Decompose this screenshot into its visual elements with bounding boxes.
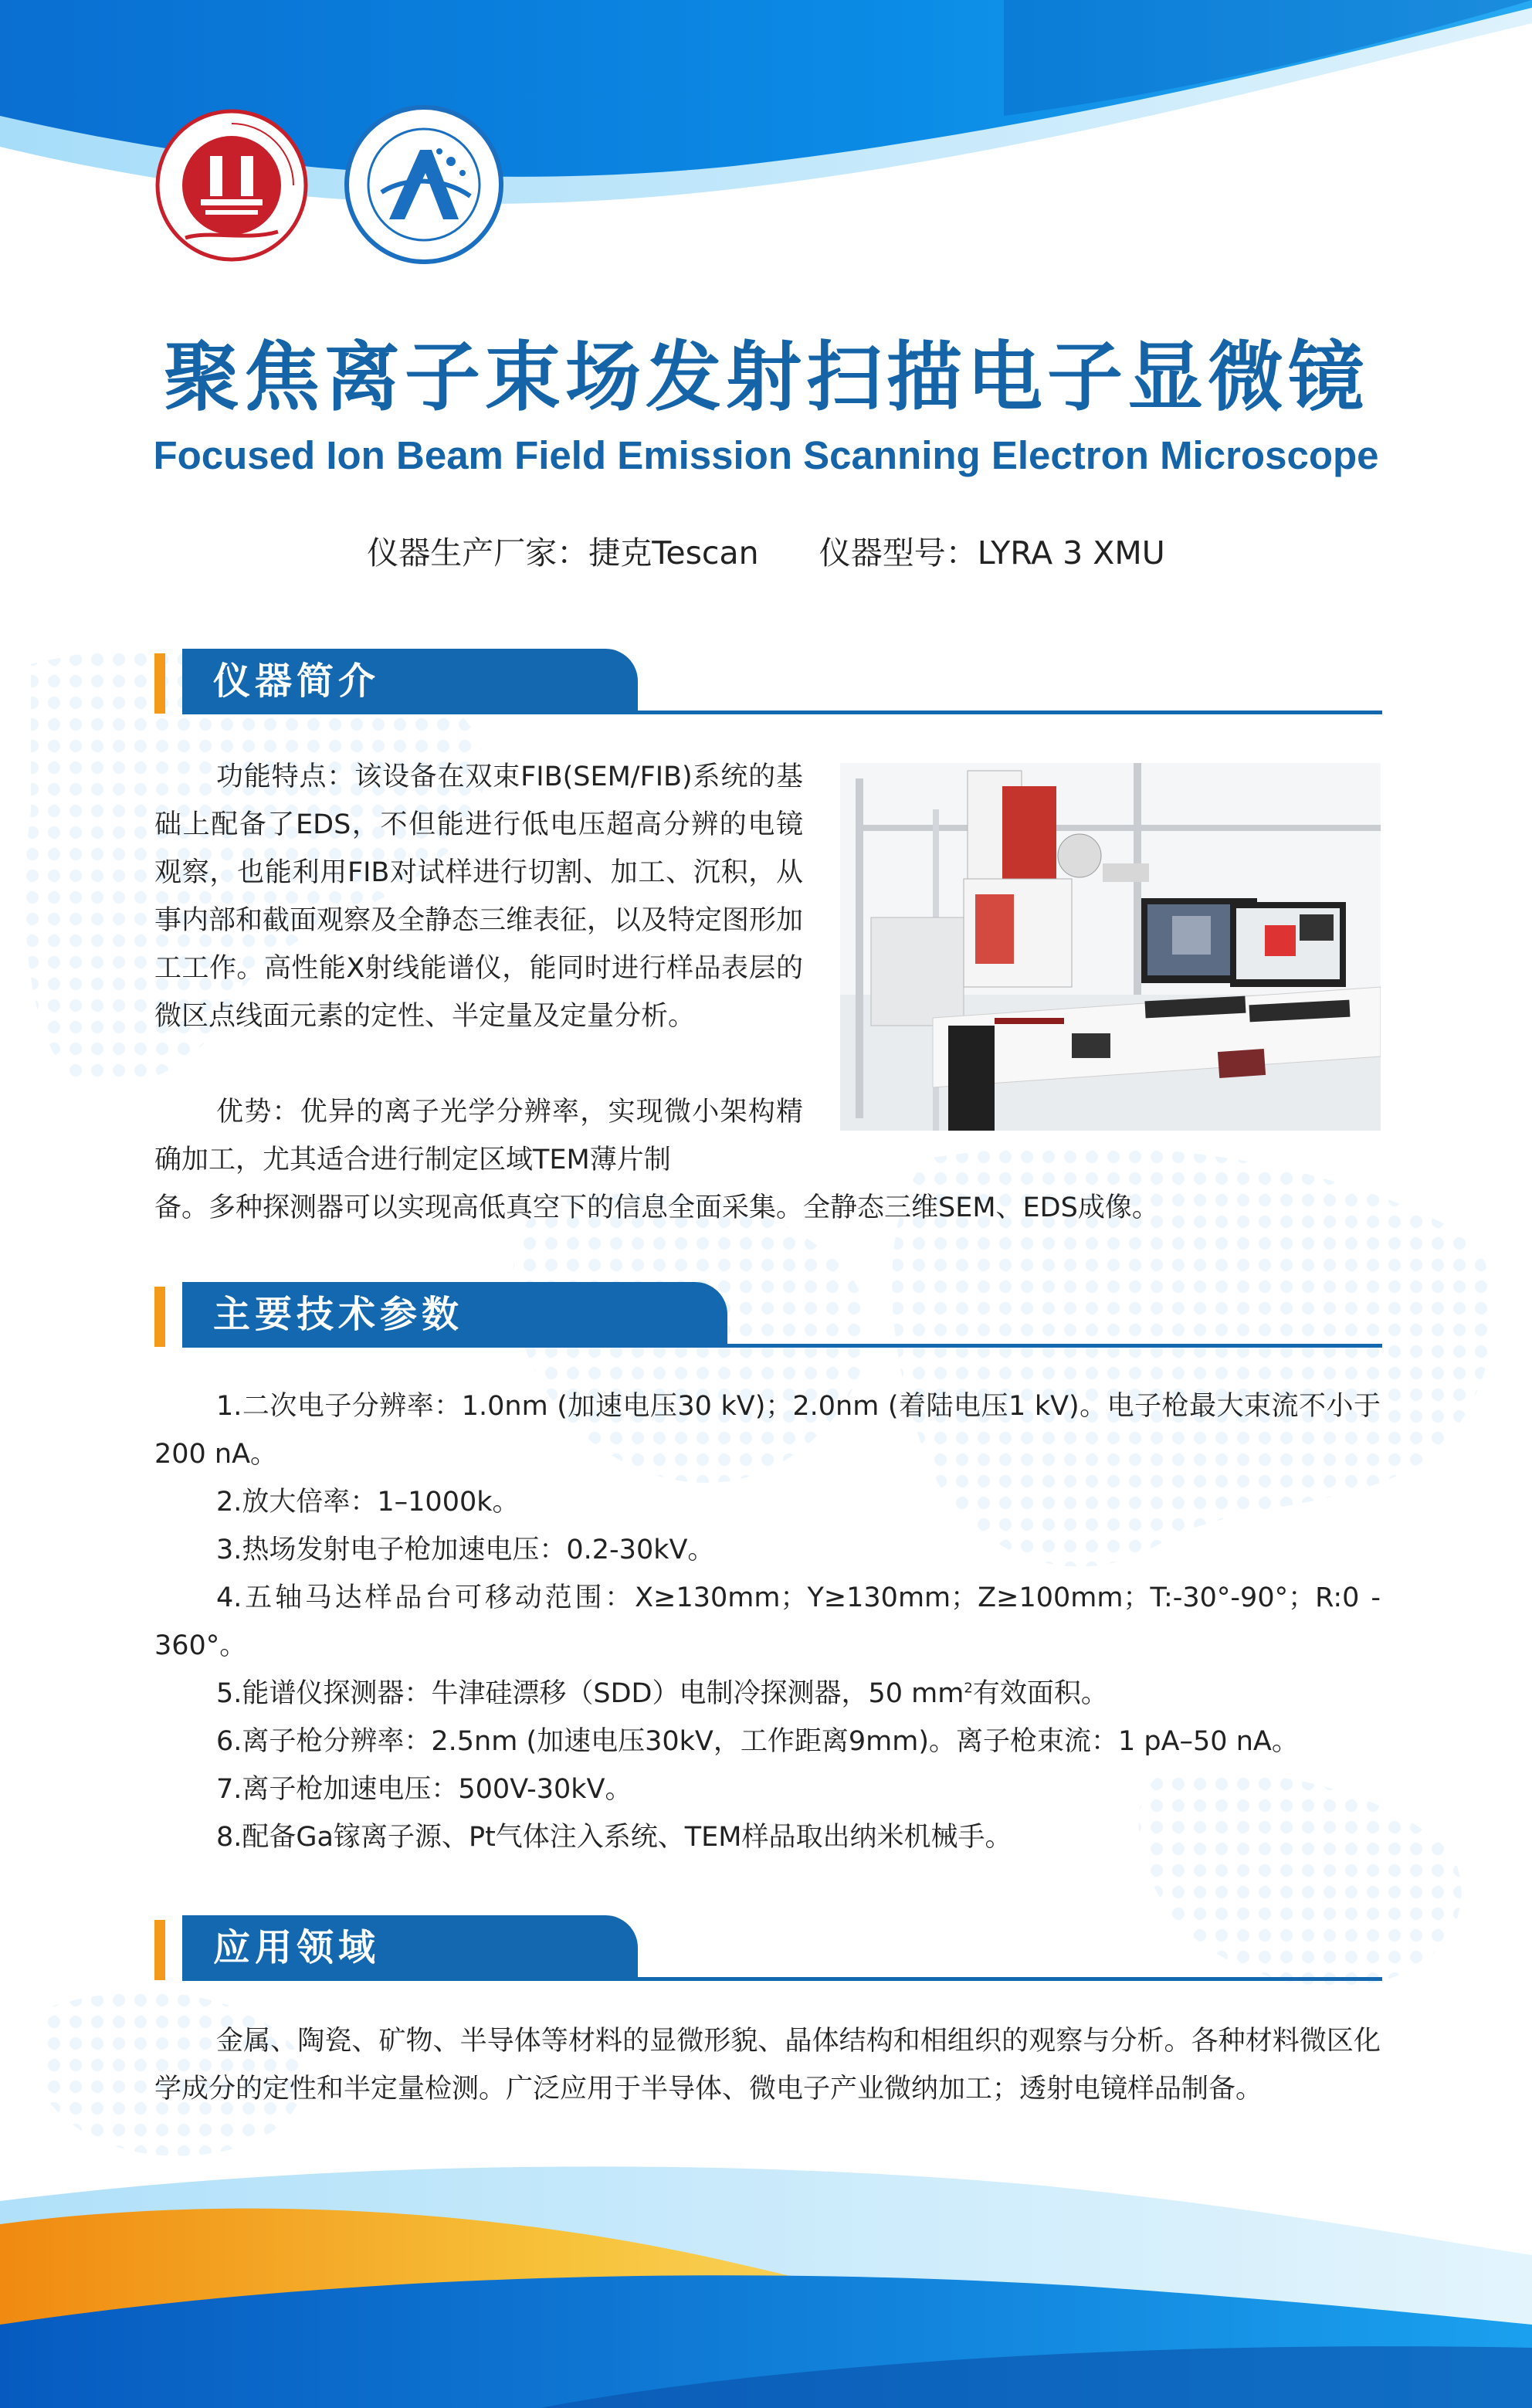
manufacturer-value: 捷克Tescan — [588, 534, 759, 571]
manufacturer-model-line — [0, 527, 1532, 573]
section-accent-bar — [154, 653, 165, 714]
university-logo — [154, 108, 309, 263]
analysis-center-logo — [343, 103, 505, 266]
model-value: LYRA 3 XMU — [977, 534, 1165, 571]
intro-function-paragraph: 功能特点：该设备在双束FIB(SEM/FIB)系统的基础上配备了EDS，不但能进行低电压超高分辨的电镜观察，也能利用FIB对试样进行切割、加工、沉积，从事内部和截面观察及全静态三维表征，以及特定图形加工工作。高性能X射线能谱仪，能同时进行样品表层的微区点线面元素的定性、半定量及定量分析。 — [154, 761, 804, 1032]
section-title-intro: 仪器简介 — [182, 649, 638, 714]
param-item-2: 2.放大倍率：1–1000k。 — [216, 1487, 520, 1518]
param-item-4: 4.五轴马达样品台可移动范围：X≥130mm；Y≥130mm；Z≥100mm；T:-30°-90°；R:0 - 360°。 — [154, 1582, 1381, 1661]
param-item-7: 7.离子枪加速电压：500V-30kV。 — [216, 1774, 632, 1805]
section-accent-bar — [154, 1920, 165, 1980]
section-title-applications: 应用领域 — [182, 1915, 638, 1980]
section-rule — [182, 1977, 1382, 1981]
intro-advantage-tail: 备。多种探测器可以实现高低真空下的信息全面采集。全静态三维SEM、EDS成像。 — [154, 1192, 1159, 1223]
section-rule — [182, 1344, 1382, 1348]
manufacturer-label: 仪器生产厂家： — [367, 534, 589, 571]
param-item-5-tail: 有效面积。 — [972, 1678, 1108, 1709]
param-item-3: 3.热场发射电子枪加速电压：0.2-30kV。 — [216, 1535, 715, 1565]
instrument-photo — [840, 763, 1381, 1131]
section-header-intro — [154, 649, 1382, 715]
param-item-8: 8.配备Ga镓离子源、Pt气体注入系统、TEM样品取出纳米机械手。 — [216, 1822, 1012, 1853]
section-header-params — [154, 1282, 1382, 1348]
param-item-6: 6.离子枪分辨率：2.5nm (加速电压30kV，工作距离9mm)。离子枪束流：1 pA–50 nA。 — [216, 1726, 1299, 1757]
param-item-5 — [154, 1670, 1381, 1718]
page-title-english: Focused Ion Beam Field Emission Scanning Electron Microscope — [153, 433, 1379, 477]
param-item-1: 1.二次电子分辨率：1.0nm (加速电压30 kV)；2.0nm (着陆电压1 kV)。电子枪最大束流不小于200 nA。 — [154, 1391, 1381, 1470]
param-item-5-text: 5.能谱仪探测器：牛津硅漂移（SDD）电制冷探测器，50 mm — [216, 1678, 964, 1709]
section-accent-bar — [154, 1287, 165, 1347]
param-list — [154, 1382, 1381, 1861]
param-item-5-superscript: 2 — [964, 1680, 973, 1697]
model-label: 仪器型号： — [819, 534, 978, 571]
section-rule — [182, 711, 1382, 714]
section-title-params: 主要技术参数 — [182, 1282, 727, 1347]
applications-paragraph: 金属、陶瓷、矿物、半导体等材料的显微形貌、晶体结构和相组织的观察与分析。各种材料微区化学成分的定性和半定量检测。广泛应用于半导体、微电子产业微纳加工；透射电镜样品制备。 — [154, 2026, 1381, 2104]
intro-advantage-paragraph: 优势：优异的离子光学分辨率，实现微小架构精确加工，尤其适合进行制定区域TEM薄片制 — [154, 1097, 803, 1175]
section-header-applications — [154, 1915, 1382, 1982]
page-title-chinese: 聚焦离子束场发射扫描电子显微镜 — [163, 334, 1368, 422]
